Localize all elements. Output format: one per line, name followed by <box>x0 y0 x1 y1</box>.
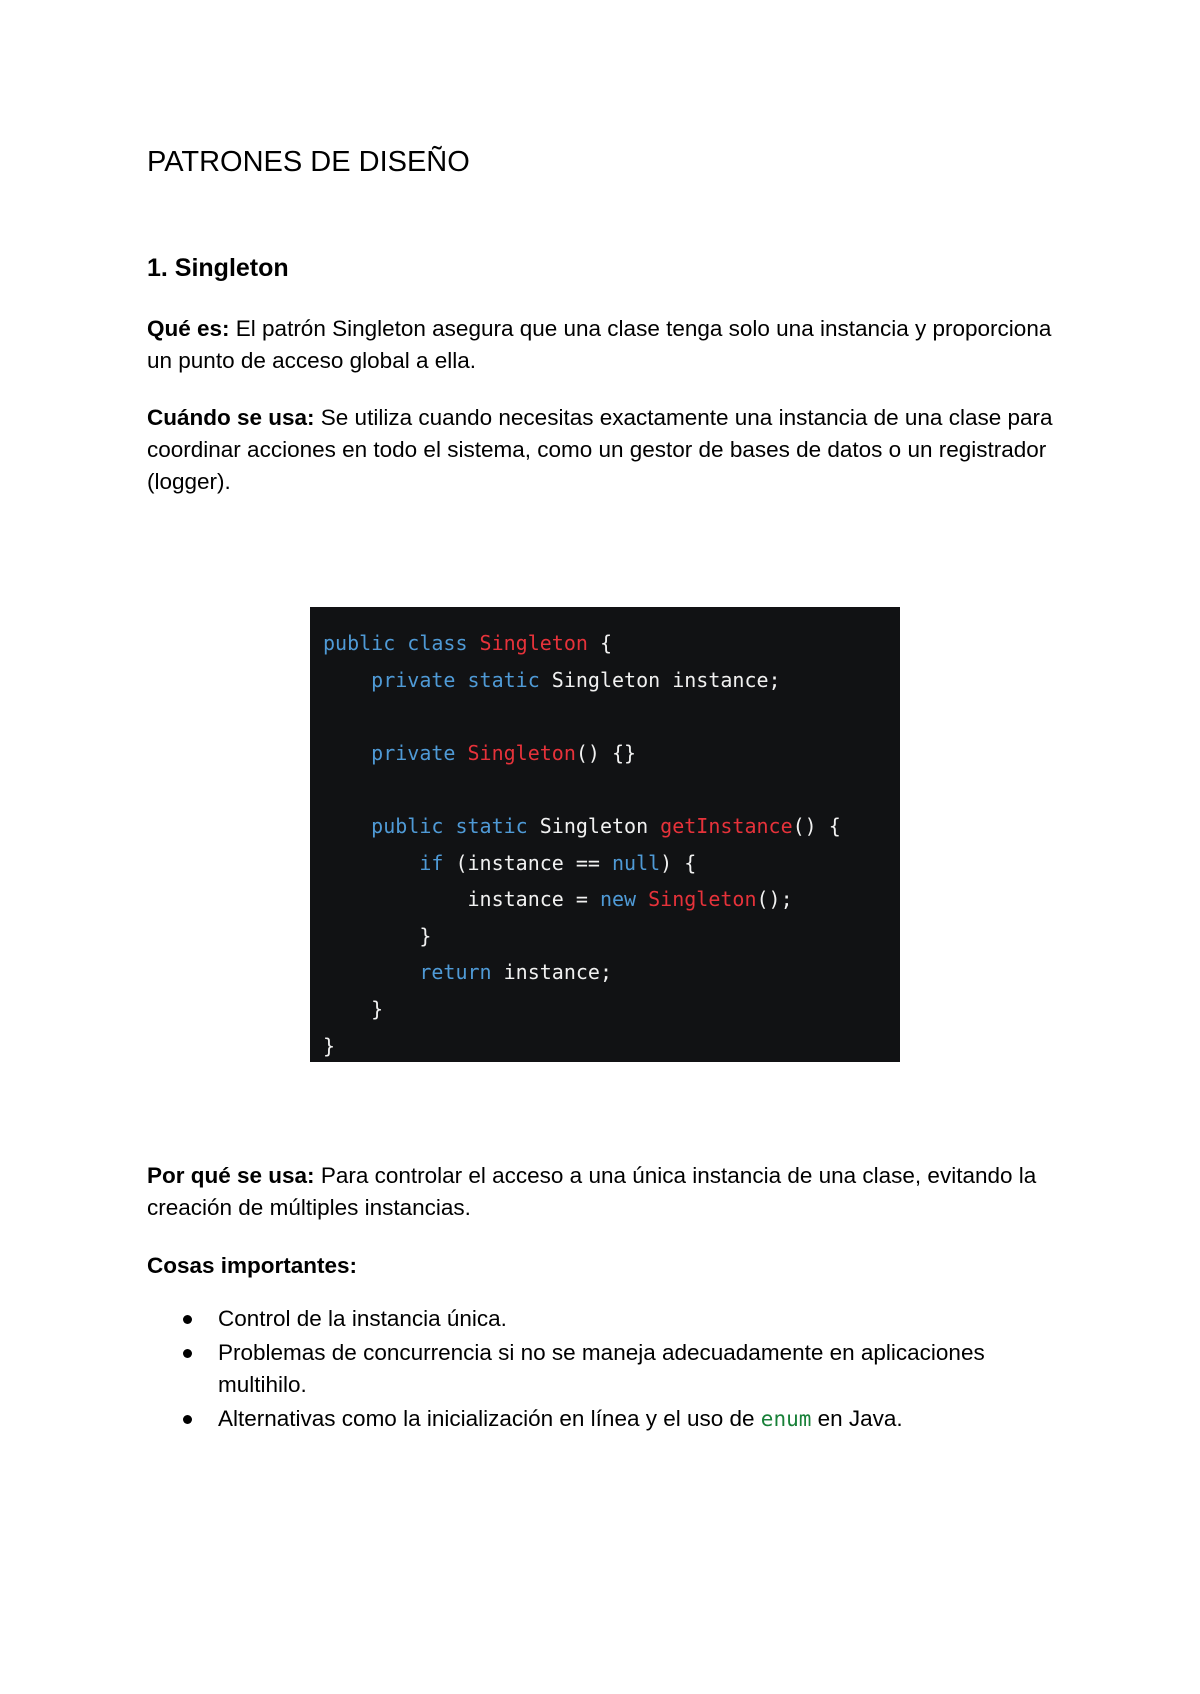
code-token: new <box>599 887 649 912</box>
list-item <box>183 1303 1063 1335</box>
bullet-icon <box>183 1315 192 1324</box>
code-line <box>323 625 900 662</box>
code-token: null <box>612 850 661 875</box>
code-line <box>323 735 900 772</box>
code-token: Singleton <box>648 887 757 912</box>
code-snippet-image <box>310 607 900 1062</box>
code-token: () {} <box>575 740 637 765</box>
list-item-text: Control de la instancia única. <box>218 1306 507 1331</box>
list-item <box>183 1403 1063 1435</box>
code-token: private <box>371 740 468 765</box>
code-token <box>323 851 419 875</box>
code-token: } <box>323 1033 336 1058</box>
cuando-label: Cuándo se usa: <box>147 405 315 430</box>
document-title: PATRONES DE DISEÑO <box>147 146 470 178</box>
cuando-se-usa-paragraph <box>147 402 1077 498</box>
code-token: { <box>587 631 613 655</box>
bullet-icon <box>183 1415 192 1424</box>
cosas-label: Cosas importantes: <box>147 1253 358 1278</box>
code-token: (instance == <box>443 850 612 875</box>
que-es-paragraph <box>147 313 1077 377</box>
list-item-text-before: Alternativas como la inicialización en línea y el uso de <box>218 1406 761 1431</box>
code-token: Singleton <box>479 631 588 655</box>
code-line <box>323 771 900 808</box>
section-heading: 1. Singleton <box>147 254 289 282</box>
code-token: ) { <box>660 850 697 875</box>
code-token: (); <box>756 887 793 912</box>
code-token: } <box>323 923 432 948</box>
code-token: } <box>323 996 384 1021</box>
code-line <box>323 662 900 699</box>
cuando-text: Se utiliza cuando necesitas exactamente una instancia de una clase para coordinar acciones en todo el sistema, como un gestor de bases de datos o un registrador (logger). <box>147 405 1053 494</box>
code-line <box>323 918 900 955</box>
por-que-label: Por qué se usa: <box>147 1163 315 1188</box>
code-token: instance; <box>491 960 612 985</box>
list-item-text: Problemas de concurrencia si no se maneja adecuadamente en aplicaciones multihilo. <box>218 1340 985 1397</box>
por-que-paragraph <box>147 1160 1077 1224</box>
bullet-icon <box>183 1349 192 1358</box>
code-token: Singleton <box>467 740 576 765</box>
code-line <box>323 845 900 882</box>
list-item-text-after: en Java. <box>811 1406 903 1431</box>
code-token: Singleton <box>539 813 661 838</box>
code-line <box>323 698 900 735</box>
code-line <box>323 991 900 1028</box>
code-token: instance = <box>323 887 600 912</box>
cosas-importantes-heading <box>147 1250 1077 1282</box>
code-token: () { <box>792 813 841 838</box>
code-token: public static <box>371 813 540 838</box>
code-line <box>323 1028 900 1065</box>
code-line <box>323 808 900 845</box>
code-token: getInstance <box>660 813 793 838</box>
que-es-text: El patrón Singleton asegura que una clase tenga solo una instancia y proporciona un punto de acceso global a ella. <box>147 316 1052 373</box>
code-token <box>323 741 371 765</box>
cosas-importantes-list <box>183 1303 1063 1437</box>
code-token: return <box>419 960 492 985</box>
list-item <box>183 1337 1063 1401</box>
code-token: Singleton instance; <box>551 667 781 692</box>
code-token: if <box>419 850 444 875</box>
code-line <box>323 881 900 918</box>
que-es-label: Qué es: <box>147 316 230 341</box>
code-token <box>323 668 371 692</box>
code-token <box>323 960 419 984</box>
code-token <box>323 814 371 838</box>
inline-code-enum: enum <box>760 1407 812 1431</box>
por-que-text: Para controlar el acceso a una única instancia de una clase, evitando la creación de múltiples instancias. <box>147 1163 1037 1220</box>
code-token: public class <box>323 631 480 655</box>
code-line <box>323 954 900 991</box>
code-token: private static <box>371 667 552 692</box>
